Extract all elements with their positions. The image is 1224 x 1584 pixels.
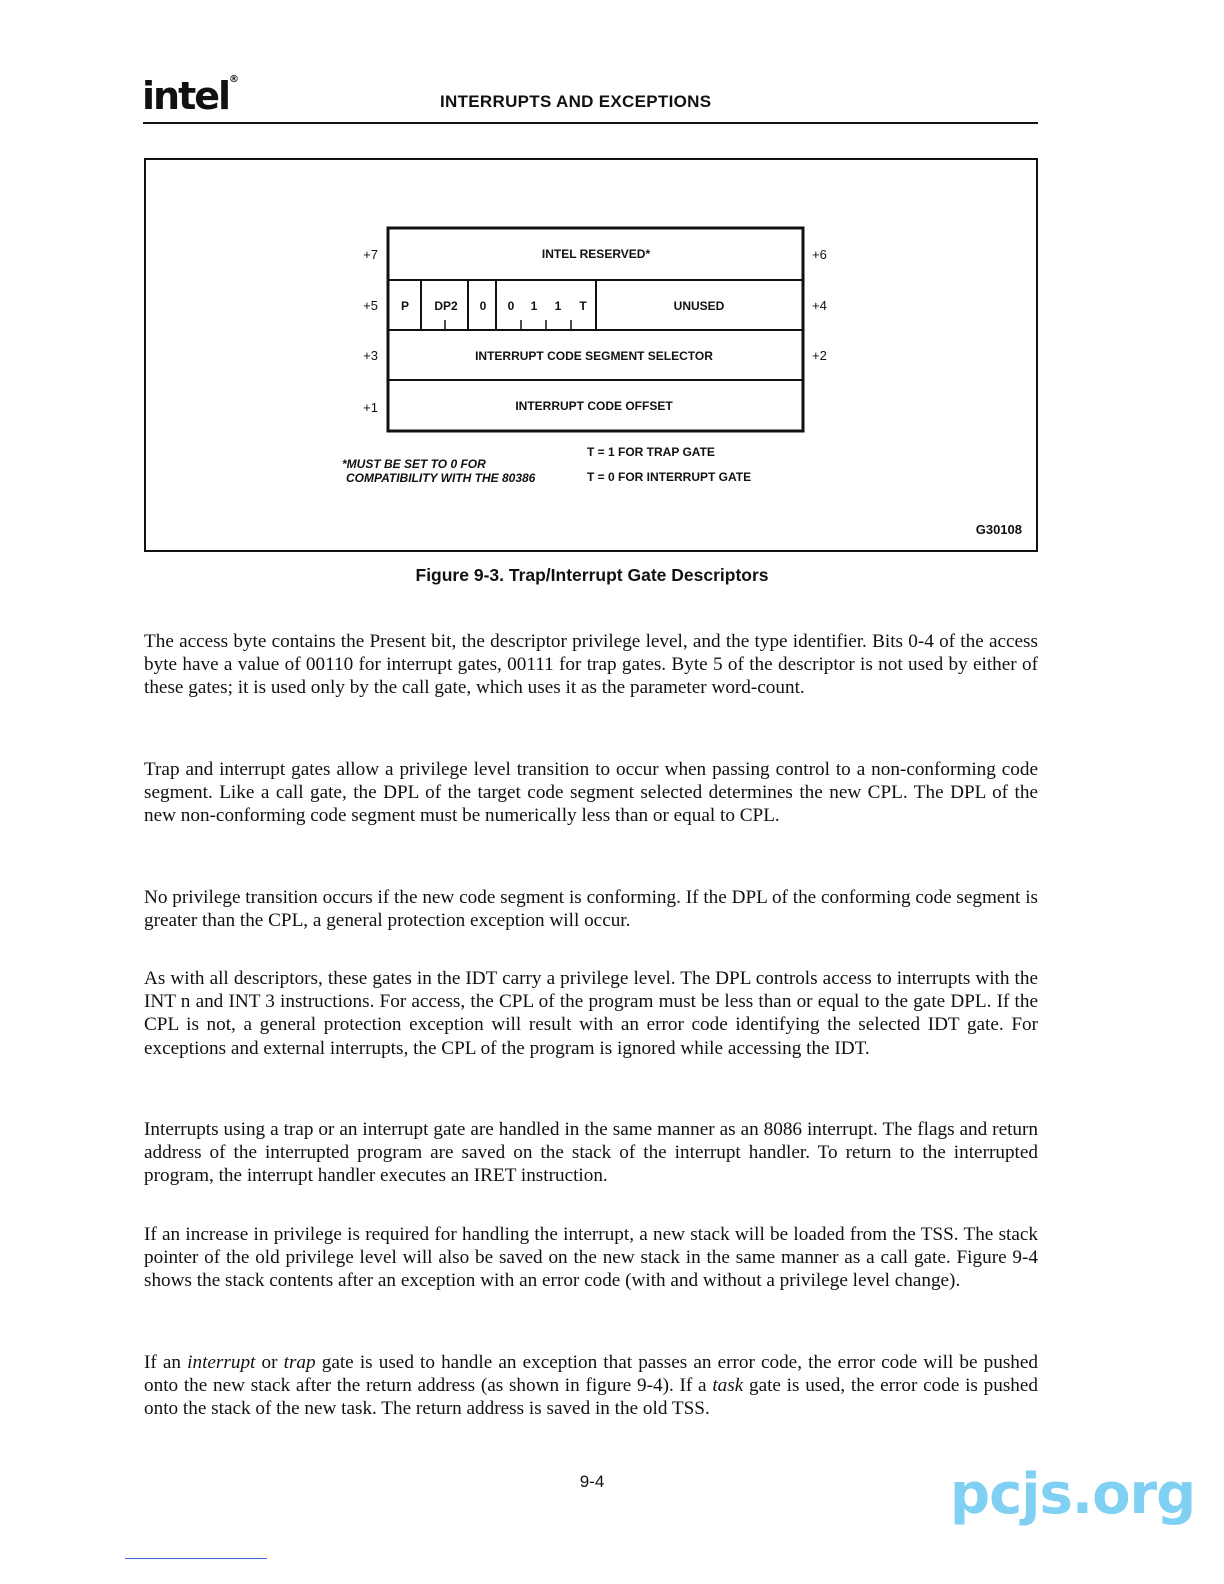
text-run: gate is used to handle an exception that passes an error code, the error code will be pushed onto the new stack after the return address (as shown in figure 9-4). If a (144, 1352, 1039, 1397)
offset-label: +1 (363, 400, 378, 415)
figure-caption: Figure 9-3. Trap/Interrupt Gate Descriptors (415, 565, 769, 585)
gate-descriptor-diagram (146, 160, 1036, 550)
segment-selector-label: INTERRUPT CODE SEGMENT SELECTOR (475, 349, 713, 363)
interrupt-gate-note: T = 0 FOR INTERRUPT GATE (587, 470, 752, 484)
paragraph-error-code (144, 1351, 1038, 1421)
paragraph-stack-switch: If an increase in privilege is required for handling the interrupt, a new stack will be loaded from the TSS. The stack pointer of the old privilege level will also be saved on the new stack in the same manner as a call gate. Figure 9-4 shows the stack contents after an exception with an error code (with and without a privilege level change). (144, 1224, 1038, 1292)
text-run: or (255, 1352, 284, 1373)
bit-label: 0 (479, 299, 487, 313)
unused-label: UNUSED (673, 299, 725, 313)
type-bit-label: T (579, 299, 587, 313)
registered-mark: ® (229, 74, 240, 85)
emphasis-trap: trap (283, 1352, 316, 1373)
offset-label: +2 (812, 348, 827, 363)
footer-link-rule (125, 1558, 267, 1559)
figure-9-3 (144, 158, 1038, 552)
present-bit-label: P (400, 299, 410, 313)
footnote-line-2: COMPATIBILITY WITH THE 80386 (346, 471, 536, 485)
code-offset-label: INTERRUPT CODE OFFSET (515, 399, 673, 413)
pcjs-watermark: pcjs.org (950, 1462, 1196, 1527)
paragraph-8086-interrupt: Interrupts using a trap or an interrupt gate are handled in the same manner as an 8086 interrupt. The flags and return address of the interrupted program are saved on the stack of the interrupt handler. To return to the interrupted program, the interrupt handler executes an IRET instruction. (144, 1119, 1038, 1187)
bit-label: 0 (507, 299, 515, 313)
text-run: gate is used, the error code is pushed onto the stack of the new task. The return address is saved in the old TSS. (144, 1375, 1038, 1420)
offset-label: +5 (363, 298, 378, 313)
offset-label: +3 (363, 348, 378, 363)
emphasis-interrupt: interrupt (187, 1352, 256, 1373)
offset-label: +4 (812, 298, 827, 313)
logo-text: intel (142, 74, 230, 118)
page-number: 9-4 (579, 1472, 605, 1491)
header-rule (143, 122, 1038, 124)
paragraph-idt-privilege: As with all descriptors, these gates in the IDT carry a privilege level. The DPL controls access to interrupts with the INT n and INT 3 instructions. For access, the CPL of the program must be less than or equal to the gate DPL. If the CPL is not, a general protection exception will result with an error code identifying the selected IDT gate. For exceptions and external interrupts, the CPL of the program is ignored while accessing the IDT. (144, 968, 1038, 1059)
bit-label: 1 (554, 299, 562, 313)
page-header-title: INTERRUPTS AND EXCEPTIONS (440, 92, 712, 111)
figure-id: G30108 (975, 522, 1022, 537)
bit-label: 1 (530, 299, 538, 313)
offset-label: +7 (363, 247, 378, 262)
paragraph-access-byte: The access byte contains the Present bit, the descriptor privilege level, and the type identifier. Bits 0-4 of the access byte have a value of 00110 for interrupt gates, 00111 for trap gates. Byte 5 of the descriptor is not used by either of these gates; it is used only by the call gate, which uses it as the parameter word-count. (144, 631, 1038, 699)
offset-label: +6 (812, 247, 827, 262)
paragraph-conforming-segment: No privilege transition occurs if the new code segment is conforming. If the DPL of the conforming code segment is greater than the CPL, a general protection exception will occur. (144, 887, 1038, 932)
dpl-field-label: DP2 (434, 299, 458, 313)
footnote-line-1: *MUST BE SET TO 0 FOR (342, 457, 486, 471)
emphasis-task: task (712, 1375, 744, 1397)
text-run: If an (144, 1352, 188, 1373)
paragraph-privilege-transition: Trap and interrupt gates allow a privilege level transition to occur when passing control to a non-conforming code segment. Like a call gate, the DPL of the target code segment selected determines the new CPL. The DPL of the new non-conforming code segment must be numerically less than or equal to CPL. (144, 759, 1038, 827)
trap-gate-note: T = 1 FOR TRAP GATE (587, 445, 715, 459)
intel-reserved-label: INTEL RESERVED* (541, 247, 651, 261)
intel-logo (142, 74, 239, 118)
